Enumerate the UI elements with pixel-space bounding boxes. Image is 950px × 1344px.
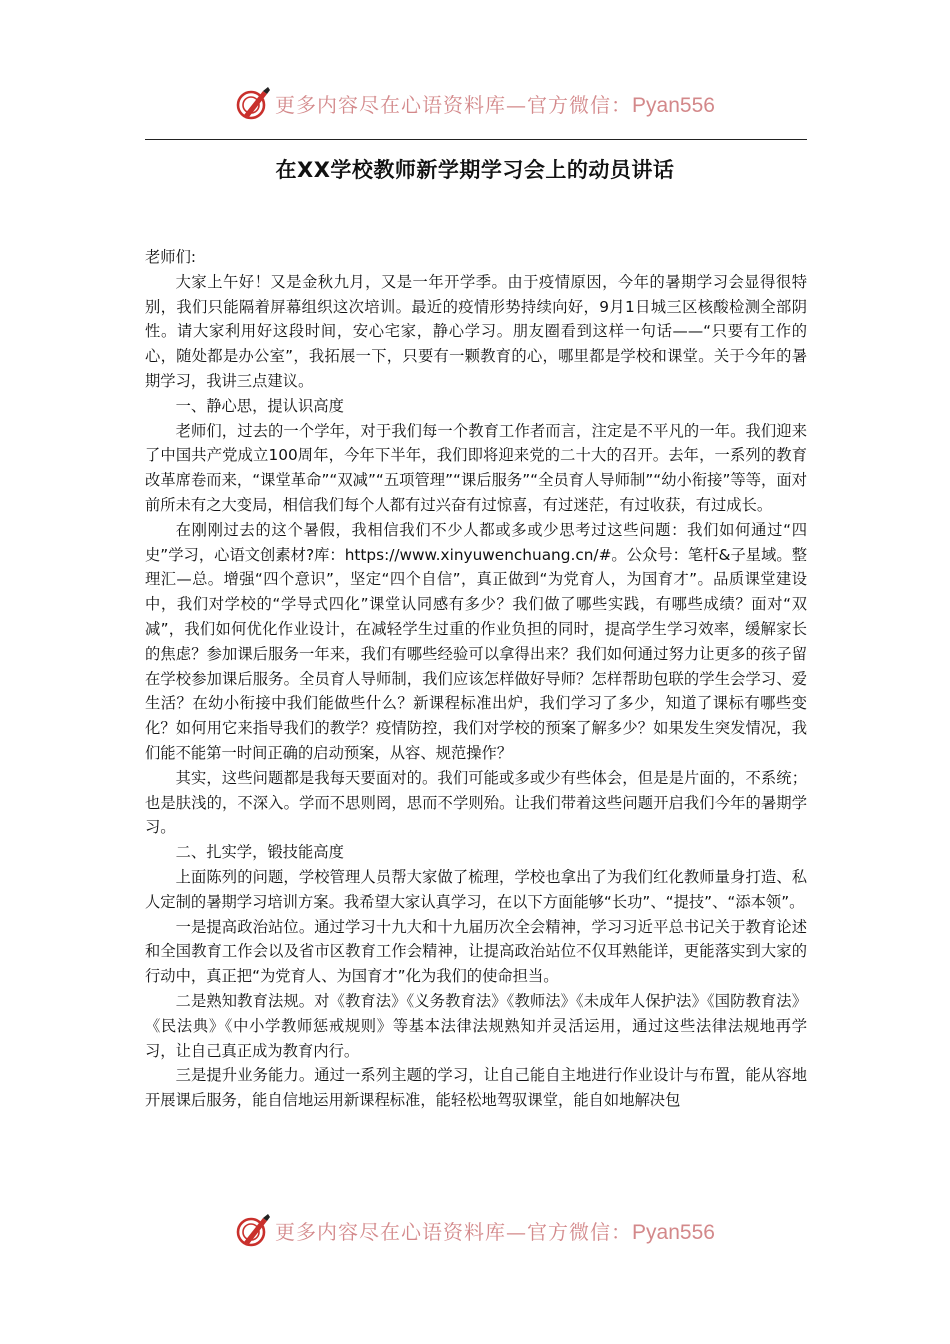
paragraph: 上面陈列的问题，学校管理人员帮大家做了梳理，学校也拿出了为我们红化教师量身打造、私人定制的暑期学习培训方案。我希望大家认真学习，在以下方面能够“长功”、“提技”、“添本领”。 xyxy=(145,867,807,911)
paragraph: 二是熟知教育法规。对《教育法》《义务教育法》《教师法》《未成年人保护法》《国防教育法》《民法典》《中小学教师惩戒规则》等基本法律法规熟知并灵活运用，通过这些法律法规地再学习，让自己真正成为教育内行。 xyxy=(145,991,807,1060)
section-heading: 一、静心思，提认识高度 xyxy=(175,396,344,415)
paragraph: 老师们，过去的一个学年，对于我们每一个教育工作者而言，注定是不平凡的一年。我们迎来了中国共产党成立100周年，今年下半年，我们即将迎来党的二十大的召开。去年，一系列的教育改革席卷而来，“课堂革命”“双减”“五项管理”“课后服务”“全员育人导师制”“幼小衔接”等等，面对前所未有之大变局，相信我们每个人都有过兴奋有过惊喜，有过迷茫，有过收获，有过成长。 xyxy=(145,421,807,514)
pen-logo-icon xyxy=(235,1212,271,1248)
header-rule xyxy=(145,139,807,140)
banner-text: 更多内容尽在心语资料库—官方微信：Pyan556 xyxy=(275,92,715,117)
footer-banner xyxy=(0,1210,950,1250)
document-title: 在XX学校教师新学期学习会上的动员讲话 xyxy=(275,158,675,182)
document-body xyxy=(145,245,807,1113)
paragraph: 三是提升业务能力。通过一系列主题的学习，让自己能自主地进行作业设计与布置，能从容地开展课后服务，能自信地运用新课程标准，能轻松地驾驭课堂，能自如地解决包 xyxy=(145,1066,807,1110)
paragraph: 一是提高政治站位。通过学习十九大和十九届历次全会精神，学习习近平总书记关于教育论述和全国教育工作会以及省市区教育工作会精神，让提高政治站位不仅耳熟能详，更能落实到大家的行动中，真正把“为党育人、为国育才”化为我们的使命担当。 xyxy=(145,917,807,986)
wechat-id: Pyan556 xyxy=(632,93,715,117)
wechat-id: Pyan556 xyxy=(632,1220,715,1244)
pen-logo-icon xyxy=(235,85,271,121)
header-banner xyxy=(0,83,950,123)
paragraph: 在刚刚过去的这个暑假，我相信我们不少人都或多或少思考过这些问题：我们如何通过“四史”学习，心语文创素材?库：https://www.xinyuwenchuang.cn/#。公众号：笔杆&子星域。整理汇—总。增强“四个意识”，坚定“四个自信”，真正做到“为党育人，为国育才”。品质课堂建设中，我们对学校的“学导式四化”课堂认同感有多少？我们做了哪些实践，有哪些成绩？面对“双减”，我们如何优化作业设计，在减轻学生过重的作业负担的同时，提高学生学习效率，缓解家长的焦虑？参加课后服务一年来，我们有哪些经验可以拿得出来？我们如何通过努力让更多的孩子留在学校参加课后服务。全员育人导师制，我们应该怎样做好导师？怎样帮助包联的学生会学习、爱生活？在幼小衔接中我们能做些什么？新课程标准出炉，我们学习了多少，知道了课标有哪些变化？如何用它来指导我们的教学？疫情防控，我们对学校的预案了解多少？如果发生突发情况，我们能不能第一时间正确的启动预案，从容、规范操作？ xyxy=(145,520,807,762)
paragraph: 大家上午好！又是金秋九月，又是一年开学季。由于疫情原因，今年的暑期学习会显得很特别，我们只能隔着屏幕组织这次培训。最近的疫情形势持续向好，9月1日城三区核酸检测全部阴性。请大家利用好这段时间，安心宅家，静心学习。朋友圈看到这样一句话——“只要有工作的心，随处都是办公室”，我拓展一下，只要有一颗教育的心，哪里都是学校和课堂。关于今年的暑期学习，我讲三点建议。 xyxy=(145,272,807,390)
paragraph: 其实，这些问题都是我每天要面对的。我们可能或多或少有些体会，但是是片面的，不系统；也是肤浅的，不深入。学而不思则罔，思而不学则殆。让我们带着这些问题开启我们今年的暑期学习。 xyxy=(145,768,807,837)
section-heading: 二、扎实学，锻技能高度 xyxy=(175,843,344,862)
salutation: 老师们: xyxy=(145,248,197,266)
banner-text: 更多内容尽在心语资料库—官方微信：Pyan556 xyxy=(275,1219,715,1244)
